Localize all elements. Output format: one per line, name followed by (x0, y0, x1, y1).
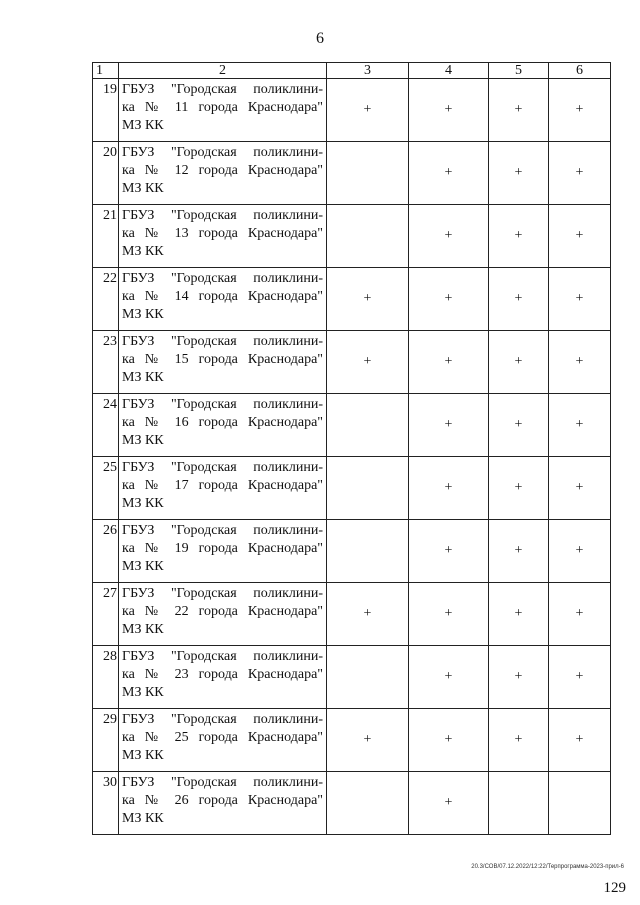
mark-cell-c4: + (409, 394, 489, 457)
mark-cell-c4: + (409, 709, 489, 772)
institution-name (119, 79, 327, 142)
institution-name (119, 268, 327, 331)
institution-name-line: ГБУЗ "Городская поликлини- (122, 82, 323, 97)
institution-name (119, 142, 327, 205)
institution-name-line: ка № 16 города Краснодара" (122, 415, 323, 430)
mark-cell-c3 (327, 142, 409, 205)
institution-name-line: ГБУЗ "Городская поликлини- (122, 208, 323, 223)
institution-name-line: ГБУЗ "Городская поликлини- (122, 523, 323, 538)
header-cell: 6 (549, 63, 611, 79)
mark-cell-c4: + (409, 142, 489, 205)
mark-cell-c3: + (327, 583, 409, 646)
mark-cell-c6: + (549, 268, 611, 331)
institution-name-line: МЗ КК (122, 433, 164, 448)
institution-name (119, 520, 327, 583)
institution-name-line: МЗ КК (122, 559, 164, 574)
page-number: 6 (316, 30, 324, 47)
institution-name (119, 205, 327, 268)
institution-name (119, 772, 327, 835)
row-number: 27 (93, 583, 119, 646)
mark-cell-c5: + (489, 268, 549, 331)
mark-cell-c6: + (549, 709, 611, 772)
row-number: 26 (93, 520, 119, 583)
header-cell: 4 (409, 63, 489, 79)
table-row (93, 457, 611, 520)
header-cell: 2 (119, 63, 327, 79)
mark-cell-c4: + (409, 457, 489, 520)
mark-cell-c5: + (489, 709, 549, 772)
mark-cell-c5: + (489, 205, 549, 268)
mark-cell-c6: + (549, 583, 611, 646)
mark-cell-c5: + (489, 646, 549, 709)
table-row (93, 520, 611, 583)
institution-name-line: ка № 26 города Краснодара" (122, 793, 323, 808)
footer-page-number: 129 (603, 880, 626, 896)
mark-cell-c5: + (489, 583, 549, 646)
mark-cell-c4: + (409, 772, 489, 835)
header-cell: 1 (93, 63, 119, 79)
header-cell: 3 (327, 63, 409, 79)
table-row (93, 142, 611, 205)
row-number: 24 (93, 394, 119, 457)
mark-cell-c5: + (489, 457, 549, 520)
institution-name-line: ГБУЗ "Городская поликлини- (122, 775, 323, 790)
institution-name-line: МЗ КК (122, 307, 164, 322)
mark-cell-c5: + (489, 142, 549, 205)
table-row (93, 709, 611, 772)
table-row (93, 772, 611, 835)
table-row (93, 268, 611, 331)
institution-name-line: ка № 14 города Краснодара" (122, 289, 323, 304)
institution-name-line: ГБУЗ "Городская поликлини- (122, 649, 323, 664)
row-number: 21 (93, 205, 119, 268)
institution-name-line: ГБУЗ "Городская поликлини- (122, 460, 323, 475)
mark-cell-c3 (327, 394, 409, 457)
row-number: 29 (93, 709, 119, 772)
institution-name-line: ГБУЗ "Городская поликлини- (122, 397, 323, 412)
institution-name-line: ГБУЗ "Городская поликлини- (122, 586, 323, 601)
mark-cell-c3: + (327, 331, 409, 394)
mark-cell-c5: + (489, 394, 549, 457)
institution-name-line: МЗ КК (122, 118, 164, 133)
mark-cell-c6 (549, 772, 611, 835)
mark-cell-c4: + (409, 520, 489, 583)
institution-name (119, 394, 327, 457)
institution-name-line: ГБУЗ "Городская поликлини- (122, 334, 323, 349)
table-row (93, 583, 611, 646)
table-header-row (93, 63, 611, 79)
mark-cell-c4: + (409, 646, 489, 709)
mark-cell-c3 (327, 205, 409, 268)
mark-cell-c4: + (409, 79, 489, 142)
mark-cell-c6: + (549, 520, 611, 583)
mark-cell-c3 (327, 646, 409, 709)
table-row (93, 331, 611, 394)
mark-cell-c5 (489, 772, 549, 835)
mark-cell-c6: + (549, 331, 611, 394)
institution-name-line: ка № 17 города Краснодара" (122, 478, 323, 493)
mark-cell-c5: + (489, 331, 549, 394)
institution-name-line: ка № 23 города Краснодара" (122, 667, 323, 682)
mark-cell-c3: + (327, 268, 409, 331)
institution-name (119, 583, 327, 646)
row-number: 22 (93, 268, 119, 331)
mark-cell-c3 (327, 457, 409, 520)
institution-name-line: ГБУЗ "Городская поликлини- (122, 271, 323, 286)
institution-name-line: ка № 11 города Краснодара" (122, 100, 323, 115)
table-row (93, 79, 611, 142)
institution-name-line: МЗ КК (122, 181, 164, 196)
institution-name-line: ГБУЗ "Городская поликлини- (122, 145, 323, 160)
institution-name-line: ГБУЗ "Городская поликлини- (122, 712, 323, 727)
footer-document-code: 20.3/СОВ/07.12.2022/12:22/Терпрограмма-2023-прил-6 (471, 864, 624, 870)
table-row (93, 205, 611, 268)
institution-name-line: МЗ КК (122, 622, 164, 637)
institution-name (119, 709, 327, 772)
institution-name-line: МЗ КК (122, 244, 164, 259)
row-number: 28 (93, 646, 119, 709)
mark-cell-c3: + (327, 709, 409, 772)
row-number: 23 (93, 331, 119, 394)
mark-cell-c4: + (409, 583, 489, 646)
institution-name (119, 331, 327, 394)
institution-name-line: МЗ КК (122, 685, 164, 700)
institution-name (119, 646, 327, 709)
mark-cell-c6: + (549, 457, 611, 520)
mark-cell-c4: + (409, 205, 489, 268)
institution-name-line: МЗ КК (122, 811, 164, 826)
mark-cell-c6: + (549, 142, 611, 205)
institution-name (119, 457, 327, 520)
mark-cell-c6: + (549, 205, 611, 268)
row-number: 20 (93, 142, 119, 205)
institution-name-line: МЗ КК (122, 496, 164, 511)
row-number: 30 (93, 772, 119, 835)
mark-cell-c6: + (549, 79, 611, 142)
mark-cell-c3 (327, 520, 409, 583)
table-row (93, 646, 611, 709)
table-row (93, 394, 611, 457)
institution-name-line: ка № 25 города Краснодара" (122, 730, 323, 745)
document-table (92, 62, 611, 835)
institution-name-line: ка № 13 города Краснодара" (122, 226, 323, 241)
header-cell: 5 (489, 63, 549, 79)
institution-name-line: ка № 22 города Краснодара" (122, 604, 323, 619)
institution-name-line: ка № 19 города Краснодара" (122, 541, 323, 556)
mark-cell-c4: + (409, 268, 489, 331)
mark-cell-c3 (327, 772, 409, 835)
institution-name-line: ка № 15 города Краснодара" (122, 352, 323, 367)
institution-name-line: ка № 12 города Краснодара" (122, 163, 323, 178)
row-number: 25 (93, 457, 119, 520)
mark-cell-c4: + (409, 331, 489, 394)
institution-name-line: МЗ КК (122, 748, 164, 763)
mark-cell-c5: + (489, 520, 549, 583)
mark-cell-c6: + (549, 394, 611, 457)
mark-cell-c3: + (327, 79, 409, 142)
institution-name-line: МЗ КК (122, 370, 164, 385)
mark-cell-c6: + (549, 646, 611, 709)
row-number: 19 (93, 79, 119, 142)
mark-cell-c5: + (489, 79, 549, 142)
